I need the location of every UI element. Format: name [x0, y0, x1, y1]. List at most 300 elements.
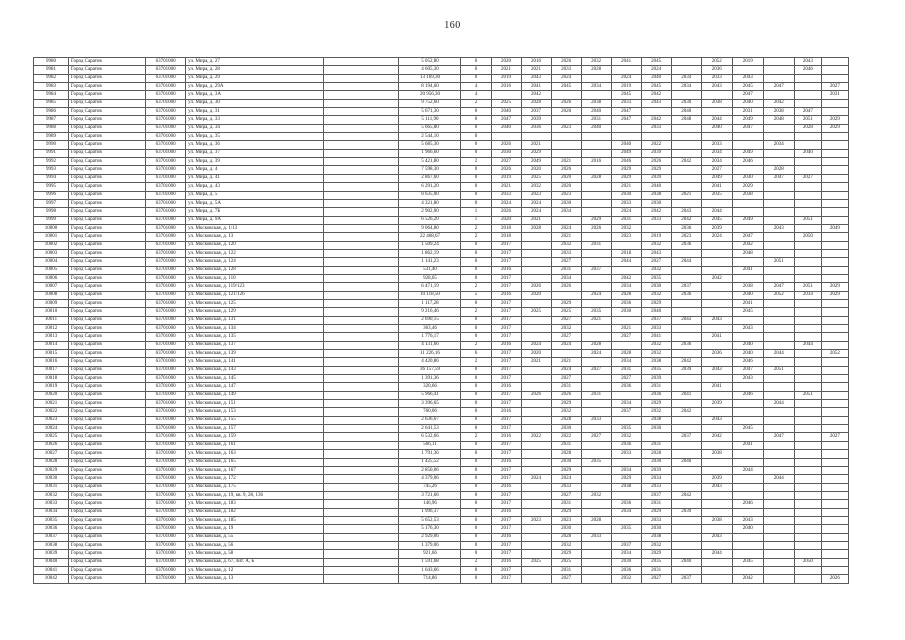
- cell-year-9: [732, 408, 763, 416]
- cell-municipality: Город Саратов: [69, 133, 146, 141]
- cell-address: ул. Московская, д. 182: [186, 508, 324, 516]
- cell-row-number: 10036: [34, 525, 69, 533]
- cell-year-3: 2033: [551, 66, 581, 74]
- cell-year-2: 2025: [521, 558, 551, 566]
- cell-municipality: Город Саратов: [69, 149, 146, 157]
- cell-year-9: [732, 550, 763, 558]
- cell-year-9: [732, 566, 763, 574]
- cell-year-11: 2051: [794, 391, 821, 399]
- cell-address: ул. Мира, д. 29: [186, 74, 324, 82]
- cell-total-area: 8 194,60: [399, 83, 461, 91]
- cell-year-4: 2032: [581, 58, 611, 66]
- cell-total-area: 10 118,50: [399, 291, 461, 299]
- cell-oktmo-code: 63701000: [146, 299, 186, 307]
- cell-count: 0: [461, 541, 491, 549]
- table-row: [34, 274, 849, 282]
- cell-municipality: Город Саратов: [69, 366, 146, 374]
- cell-year-8: 2045: [701, 216, 732, 224]
- cell-year-3: [551, 91, 581, 99]
- cell-year-10: [763, 358, 794, 366]
- cell-oktmo-code: 63701000: [146, 74, 186, 82]
- cell-municipality: Город Саратов: [69, 158, 146, 166]
- cell-year-6: 2028: [641, 450, 671, 458]
- cell-year-11: 2051: [794, 216, 821, 224]
- cell-year-1: 2017: [491, 283, 521, 291]
- cell-year-6: 2033: [641, 516, 671, 524]
- cell-year-5: 2029: [611, 166, 641, 174]
- cell-oktmo-code: 63701000: [146, 566, 186, 574]
- cell-municipality: Город Саратов: [69, 183, 146, 191]
- table-row: [34, 249, 849, 257]
- cell-year-9: 2043: [732, 375, 763, 383]
- cell-count: 1: [461, 216, 491, 224]
- cell-year-11: [794, 333, 821, 341]
- cell-year-10: [763, 308, 794, 316]
- cell-year-12: 2029: [821, 116, 848, 124]
- cell-municipality: Город Саратов: [69, 475, 146, 483]
- cell-year-10: [763, 425, 794, 433]
- cell-oktmo-code: 63701000: [146, 233, 186, 241]
- table-row: [34, 441, 849, 449]
- cell-year-1: 2021: [491, 66, 521, 74]
- table-row: [34, 525, 849, 533]
- cell-year-10: 2051: [763, 258, 794, 266]
- cell-row-number: 10014: [34, 341, 69, 349]
- cell-year-8: 2038: [701, 99, 732, 107]
- cell-year-8: 2043: [701, 533, 732, 541]
- cell-row-number: 10008: [34, 291, 69, 299]
- cell-oktmo-code: 63701000: [146, 333, 186, 341]
- cell-year-12: 2029: [821, 124, 848, 132]
- cell-year-6: 2039: [641, 174, 671, 182]
- cell-address: ул. Мира, д. 31: [186, 108, 324, 116]
- cell-year-10: [763, 408, 794, 416]
- cell-year-7: 2041: [671, 391, 701, 399]
- cell-year-8: [701, 441, 732, 449]
- cell-year-11: 2050: [794, 558, 821, 566]
- cell-year-2: 2026: [521, 283, 551, 291]
- cell-count: 0: [461, 274, 491, 282]
- cell-year-1: 2040: [491, 108, 521, 116]
- cell-count: 0: [461, 441, 491, 449]
- cell-year-2: 2025: [521, 308, 551, 316]
- cell-year-7: [671, 500, 701, 508]
- cell-total-area: 1 996,37: [399, 508, 461, 516]
- cell-year-9: 2049: [732, 116, 763, 124]
- cell-year-3: 2034: [551, 274, 581, 282]
- cell-year-4: [581, 258, 611, 266]
- table-row: [34, 566, 849, 574]
- cell-year-9: 2047: [732, 366, 763, 374]
- cell-count: 0: [461, 550, 491, 558]
- cell-year-5: 2047: [611, 116, 641, 124]
- cell-year-9: [732, 541, 763, 549]
- cell-municipality: Город Саратов: [69, 408, 146, 416]
- cell-total-area: 6 291,20: [399, 183, 461, 191]
- cell-year-6: 2040: [641, 308, 671, 316]
- cell-year-10: [763, 233, 794, 241]
- cell-year-6: 2029: [641, 166, 671, 174]
- cell-year-3: 2025: [551, 558, 581, 566]
- cell-address: ул. Московская, д. 122: [186, 249, 324, 257]
- cell-year-12: [821, 299, 848, 307]
- cell-year-8: 2044: [701, 550, 732, 558]
- cell-address: ул. Московская, д. 13: [186, 575, 324, 583]
- cell-total-area: 2 850,06: [399, 466, 461, 474]
- cell-year-4: [581, 558, 611, 566]
- cell-year-10: 2034: [763, 141, 794, 149]
- cell-year-6: 2042: [641, 208, 671, 216]
- cell-year-4: [581, 525, 611, 533]
- cell-year-11: [794, 224, 821, 232]
- cell-count: 0: [461, 133, 491, 141]
- cell-total-area: 531,40: [399, 266, 461, 274]
- cell-year-1: 2047: [491, 116, 521, 124]
- cell-count: 0: [461, 491, 491, 499]
- cell-year-8: [701, 299, 732, 307]
- cell-row-number: 10019: [34, 383, 69, 391]
- cell-year-7: 2034: [671, 74, 701, 82]
- cell-year-6: 2030: [641, 525, 671, 533]
- cell-note: [324, 475, 399, 483]
- cell-count: 0: [461, 425, 491, 433]
- cell-year-1: 2030: [491, 149, 521, 157]
- cell-year-10: [763, 508, 794, 516]
- cell-year-5: 2023: [611, 233, 641, 241]
- cell-year-11: [794, 74, 821, 82]
- cell-year-3: 2021: [551, 233, 581, 241]
- cell-municipality: Город Саратов: [69, 383, 146, 391]
- cell-year-5: [611, 241, 641, 249]
- cell-year-4: 2034: [581, 83, 611, 91]
- cell-year-9: 2029: [732, 183, 763, 191]
- cell-year-2: 2020: [521, 166, 551, 174]
- cell-year-8: [701, 249, 732, 257]
- table-row: [34, 83, 849, 91]
- cell-year-4: 2021: [581, 316, 611, 324]
- cell-year-8: 2044: [701, 208, 732, 216]
- cell-year-6: 2029: [641, 550, 671, 558]
- cell-municipality: Город Саратов: [69, 249, 146, 257]
- cell-year-8: 2027: [701, 166, 732, 174]
- cell-year-11: [794, 441, 821, 449]
- cell-municipality: Город Саратов: [69, 483, 146, 491]
- cell-address: ул. Московская, д. 163: [186, 450, 324, 458]
- cell-year-1: 2017: [491, 375, 521, 383]
- cell-year-11: [794, 466, 821, 474]
- cell-year-4: [581, 249, 611, 257]
- cell-year-5: 2031: [611, 366, 641, 374]
- cell-row-number: 10016: [34, 358, 69, 366]
- cell-address: ул. Московская, д. 159: [186, 433, 324, 441]
- cell-total-area: 3 721,66: [399, 491, 461, 499]
- cell-year-9: 2040: [732, 341, 763, 349]
- cell-year-10: [763, 575, 794, 583]
- cell-note: [324, 108, 399, 116]
- cell-year-1: 2017: [491, 316, 521, 324]
- cell-year-1: 2040: [491, 124, 521, 132]
- cell-year-11: [794, 191, 821, 199]
- cell-municipality: Город Саратов: [69, 216, 146, 224]
- cell-year-5: 2047: [611, 108, 641, 116]
- cell-year-12: [821, 450, 848, 458]
- table-row: [34, 375, 849, 383]
- cell-address: ул. Московская, д. 124: [186, 258, 324, 266]
- cell-year-5: 2030: [611, 308, 641, 316]
- cell-year-10: 2028: [763, 166, 794, 174]
- cell-year-10: 2051: [763, 366, 794, 374]
- cell-count: 0: [461, 400, 491, 408]
- cell-year-7: [671, 141, 701, 149]
- cell-year-8: [701, 391, 732, 399]
- cell-address: ул. Московская, д. 143: [186, 366, 324, 374]
- cell-year-5: 2027: [611, 333, 641, 341]
- cell-year-12: [821, 400, 848, 408]
- cell-oktmo-code: 63701000: [146, 308, 186, 316]
- cell-total-area: 7 598,30: [399, 166, 461, 174]
- cell-year-6: 2045: [641, 58, 671, 66]
- cell-note: [324, 191, 399, 199]
- cell-year-1: 2025: [491, 99, 521, 107]
- table-row: [34, 133, 849, 141]
- cell-year-7: 2039: [671, 366, 701, 374]
- cell-year-5: 2035: [611, 525, 641, 533]
- cell-row-number: 10013: [34, 333, 69, 341]
- table-row: [34, 308, 849, 316]
- cell-year-11: [794, 375, 821, 383]
- cell-year-5: 2034: [611, 358, 641, 366]
- cell-year-2: 2023: [521, 516, 551, 524]
- cell-year-2: [521, 133, 551, 141]
- cell-year-7: [671, 133, 701, 141]
- cell-year-3: 2029: [551, 400, 581, 408]
- cell-address: ул. Московская, д. 172: [186, 475, 324, 483]
- cell-year-9: 2049: [732, 149, 763, 157]
- cell-year-7: [671, 516, 701, 524]
- table-row: [34, 425, 849, 433]
- cell-year-1: 2017: [491, 425, 521, 433]
- cell-year-8: [701, 491, 732, 499]
- cell-count: 0: [461, 199, 491, 207]
- cell-municipality: Город Саратов: [69, 208, 146, 216]
- cell-year-1: 2017: [491, 258, 521, 266]
- cell-year-4: [581, 441, 611, 449]
- table-row: [34, 224, 849, 232]
- cell-year-12: [821, 525, 848, 533]
- cell-year-4: 2031: [581, 116, 611, 124]
- cell-year-10: [763, 525, 794, 533]
- cell-year-11: [794, 491, 821, 499]
- cell-year-2: 2043: [521, 74, 551, 82]
- cell-year-11: 2028: [794, 124, 821, 132]
- cell-address: ул. Московская, д. 183: [186, 500, 324, 508]
- cell-year-3: 2034: [551, 208, 581, 216]
- cell-total-area: 8 635,00: [399, 191, 461, 199]
- cell-oktmo-code: 63701000: [146, 191, 186, 199]
- cell-year-7: 2042: [671, 216, 701, 224]
- cell-note: [324, 83, 399, 91]
- cell-row-number: 9986: [34, 108, 69, 116]
- cell-year-11: 2050: [794, 233, 821, 241]
- cell-year-1: 2017: [491, 575, 521, 583]
- cell-year-10: [763, 341, 794, 349]
- cell-year-9: [732, 475, 763, 483]
- cell-year-12: 2049: [821, 224, 848, 232]
- cell-year-1: 2017: [491, 400, 521, 408]
- cell-note: [324, 133, 399, 141]
- cell-year-11: [794, 500, 821, 508]
- cell-year-2: 2023: [521, 191, 551, 199]
- cell-total-area: 5 421,80: [399, 158, 461, 166]
- table-row: [34, 541, 849, 549]
- cell-year-12: [821, 216, 848, 224]
- cell-municipality: Город Саратов: [69, 450, 146, 458]
- cell-year-8: [701, 266, 732, 274]
- cell-year-6: 2033: [641, 216, 671, 224]
- cell-year-12: [821, 375, 848, 383]
- cell-year-6: 2045: [641, 83, 671, 91]
- cell-oktmo-code: 63701000: [146, 508, 186, 516]
- cell-municipality: Город Саратов: [69, 241, 146, 249]
- cell-row-number: 10031: [34, 483, 69, 491]
- cell-year-3: 2023: [551, 516, 581, 524]
- cell-note: [324, 258, 399, 266]
- cell-year-8: [701, 108, 732, 116]
- cell-oktmo-code: 63701000: [146, 166, 186, 174]
- table-row: [34, 558, 849, 566]
- cell-total-area: 1 966,60: [399, 149, 461, 157]
- cell-year-12: 2029: [821, 291, 848, 299]
- cell-total-area: 5 671,30: [399, 108, 461, 116]
- cell-year-12: [821, 274, 848, 282]
- cell-year-9: 2043: [732, 74, 763, 82]
- cell-year-7: [671, 333, 701, 341]
- cell-year-4: [581, 149, 611, 157]
- cell-year-2: [521, 258, 551, 266]
- cell-year-5: 2024: [611, 208, 641, 216]
- cell-year-11: [794, 91, 821, 99]
- cell-year-11: [794, 358, 821, 366]
- cell-year-9: 2046: [732, 500, 763, 508]
- cell-year-10: [763, 74, 794, 82]
- cell-year-2: [521, 550, 551, 558]
- cell-year-1: 2026: [491, 141, 521, 149]
- cell-year-12: [821, 550, 848, 558]
- cell-year-2: 2016: [521, 58, 551, 66]
- cell-address: ул. Московская, д. 151: [186, 400, 324, 408]
- cell-note: [324, 533, 399, 541]
- cell-year-11: 2051: [794, 283, 821, 291]
- cell-note: [324, 58, 399, 66]
- cell-count: 0: [461, 416, 491, 424]
- cell-count: 0: [461, 124, 491, 132]
- cell-year-5: 2019: [611, 83, 641, 91]
- repair-program-table: [33, 57, 849, 584]
- cell-address: ул. Московская, д. 19, кв. 9, 28, 136: [186, 491, 324, 499]
- cell-year-8: 2052: [701, 58, 732, 66]
- cell-year-5: 2036: [611, 566, 641, 574]
- cell-year-8: [701, 541, 732, 549]
- cell-year-10: [763, 550, 794, 558]
- cell-note: [324, 116, 399, 124]
- cell-year-2: 2021: [521, 66, 551, 74]
- cell-year-9: [732, 333, 763, 341]
- cell-year-10: 2042: [763, 99, 794, 107]
- cell-count: 2: [461, 558, 491, 566]
- cell-year-10: [763, 91, 794, 99]
- cell-year-3: [551, 216, 581, 224]
- cell-row-number: 9987: [34, 116, 69, 124]
- cell-address: ул. Московская, д. 175: [186, 483, 324, 491]
- table-row: [34, 66, 849, 74]
- cell-row-number: 10020: [34, 391, 69, 399]
- cell-year-2: 2024: [521, 341, 551, 349]
- cell-oktmo-code: 63701000: [146, 491, 186, 499]
- cell-total-area: 1 862,19: [399, 249, 461, 257]
- cell-year-12: [821, 166, 848, 174]
- table-row: [34, 141, 849, 149]
- cell-total-area: 1 643,66: [399, 566, 461, 574]
- cell-year-12: [821, 558, 848, 566]
- cell-year-8: 2043: [701, 416, 732, 424]
- cell-year-5: 2024: [611, 74, 641, 82]
- cell-address: ул. Московская, д. 120: [186, 241, 324, 249]
- cell-year-5: 2038: [611, 483, 641, 491]
- cell-year-12: [821, 258, 848, 266]
- cell-year-7: [671, 174, 701, 182]
- cell-year-12: [821, 475, 848, 483]
- cell-total-area: 1 509,24: [399, 241, 461, 249]
- cell-note: [324, 550, 399, 558]
- cell-municipality: Город Саратов: [69, 466, 146, 474]
- cell-row-number: 10017: [34, 366, 69, 374]
- cell-row-number: 10028: [34, 458, 69, 466]
- cell-year-9: 2040: [732, 291, 763, 299]
- cell-year-1: 2016: [491, 408, 521, 416]
- cell-address: ул. Мира, д. 34: [186, 124, 324, 132]
- cell-total-area: 1 776,17: [399, 333, 461, 341]
- cell-count: 5: [461, 291, 491, 299]
- cell-year-11: [794, 475, 821, 483]
- cell-oktmo-code: 63701000: [146, 550, 186, 558]
- cell-year-12: [821, 425, 848, 433]
- cell-total-area: 2 544,10: [399, 133, 461, 141]
- cell-note: [324, 483, 399, 491]
- cell-year-9: [732, 400, 763, 408]
- cell-total-area: 6 526,20: [399, 216, 461, 224]
- cell-year-12: [821, 391, 848, 399]
- cell-year-6: 2032: [641, 541, 671, 549]
- cell-count: 6: [461, 350, 491, 358]
- cell-count: 0: [461, 58, 491, 66]
- cell-year-1: 2026: [491, 166, 521, 174]
- cell-oktmo-code: 63701000: [146, 375, 186, 383]
- cell-year-9: 2045: [732, 558, 763, 566]
- cell-year-2: 2036: [521, 124, 551, 132]
- cell-year-5: 2034: [611, 550, 641, 558]
- cell-year-2: 2029: [521, 149, 551, 157]
- cell-year-3: 2030: [551, 458, 581, 466]
- cell-year-8: [701, 408, 732, 416]
- cell-oktmo-code: 63701000: [146, 475, 186, 483]
- cell-oktmo-code: 63701000: [146, 533, 186, 541]
- cell-count: 0: [461, 116, 491, 124]
- cell-count: 0: [461, 366, 491, 374]
- cell-oktmo-code: 63701000: [146, 316, 186, 324]
- cell-year-7: [671, 249, 701, 257]
- cell-row-number: 10015: [34, 350, 69, 358]
- cell-year-2: 2028: [521, 224, 551, 232]
